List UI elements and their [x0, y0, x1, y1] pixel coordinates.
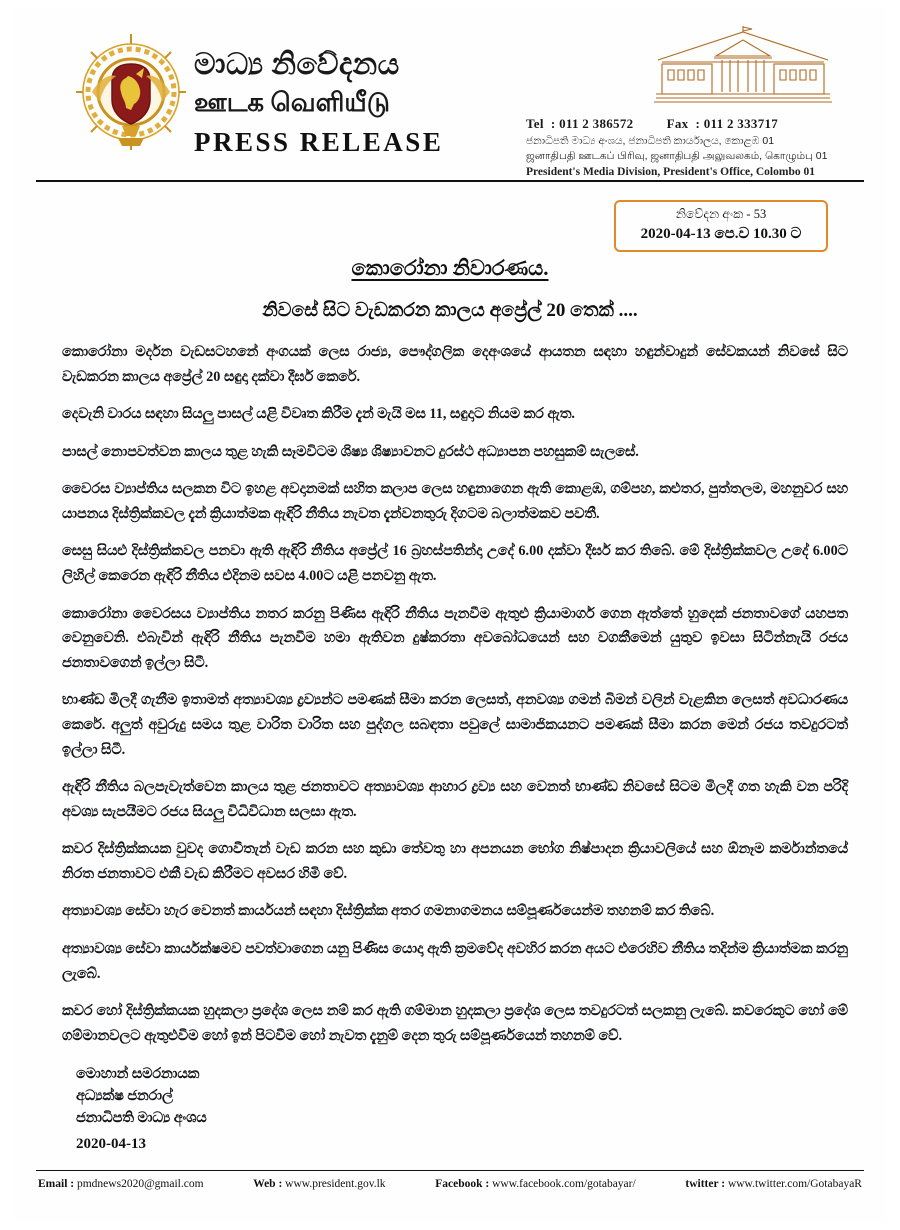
- paragraph: කවර දිස්ත්‍රික්කයක වුවද ගොවීතැන් වැඩ කරන සහ කුඩා තේවතු හා අපනයන භෝග නිෂ්පාදන ක්‍රියාවලියේ සහ ඕනෑම කර්මාන්තයේ නිරත ජනතාවට එකී වැඩ කිරීමට අවසර හිමි වේ.: [62, 841, 848, 882]
- paragraph: කවර හෝ දිස්ත්‍රික්කයක හුදකලා ප්‍රදේශ ලෙස නම් කර ඇති ගම්මාන හුදකලා ප්‍රදේශ ලෙස තවදුරටත් සලකනු ලැබේ. කවරෙකුට හෝ මේ ගම්මානවලට ඇතුළුවීම හෝ ඉන් පිටවීම හෝ නැවත දැනුම් දෙන තුරු සම්පූර්ණයෙන් තහනම් වේ.: [62, 1003, 848, 1044]
- tel-label: Tel: [526, 116, 544, 131]
- address-tamil: ஜனாதிபதி ஊடகப் பிரிவு, ஜனாதிபதி அலுவலகம், கொழும்பு 01: [526, 150, 828, 163]
- tel-value: 011 2 386572: [559, 116, 634, 131]
- paragraph: පාසල් නොපවත්වන කාලය තුළ හැකි සෑමවිටම ශිෂ්‍ය ශිෂ්‍යාවනට දුරස්ථ අධ්‍යාපන පහසුකම් සැලසේ.: [62, 443, 639, 460]
- signatory-designation: අධ්‍යක්ෂ ජනරාල්: [76, 1088, 173, 1105]
- masthead-titles: [194, 46, 514, 158]
- footer-web: [253, 1178, 385, 1190]
- masthead-title-sinhala: මාධ්‍ය නිවේදනය: [194, 48, 400, 81]
- release-reference-box: [614, 200, 828, 252]
- footer-email-value[interactable]: pmdnews2020@gmail.com: [76, 1178, 204, 1190]
- footer-email: [38, 1178, 204, 1190]
- address-english: President's Media Division, President's Office, Colombo 01: [526, 166, 815, 179]
- footer-twitter: [685, 1178, 862, 1190]
- address-sinhala: ජනාධිපති මාධ්‍ය අංශය, ජනාධිපති කාර්යාලය, කොළඹ 01: [526, 135, 775, 147]
- fax-value: 011 2 333717: [703, 116, 779, 131]
- sri-lanka-national-emblem-icon: [76, 30, 186, 160]
- signatory-name: මොහාන් සමරනායක: [76, 1066, 200, 1082]
- paragraph: අත්‍යාවශ්‍ය සේවා හැර වෙනත් කාර්යයන් සඳහා දිස්ත්‍රික්ක අතර ගමනාගමනය සම්පූර්ණයෙන්ම තහනම් කර තිබේ.: [62, 903, 715, 920]
- paragraph: සෙසු සියළු දිස්ත්‍රික්කවල පනවා ඇති ඇඳිරි නීතිය අප්‍රේල් 16 බ්‍රහස්පතින්දා උදේ 6.00 දක්වා දීර්ඝ කර තිබේ. මේ දිස්ත්‍රික්කවල උදේ 6.00ට ලිහිල් කෙරෙන ඇඳිරි නීතිය එදිනම සවස 4.00ට යළි පනවනු ඇත.: [62, 543, 848, 585]
- footer-web-label: Web :: [253, 1178, 283, 1190]
- paragraph: භාණ්ඩ මිලදී ගැනීම ඉතාමත් අත්‍යාවශ්‍ය ද්‍රව්‍යන්ට පමණක් සීමා කරන ලෙසත්, අනවශ්‍ය ගමන් බිමන් වලින් වැළකින ලෙසත් අවධාරණය කෙරේ. අලුත් අවුරුදු සමය තුළ වාරිත වාරිත සහ පුද්ගල සබඳතා පවුලේ සාමාජිකයනට පමණක් සීමා කරන මෙන් රජය තවදුරටත් ඉල්ලා සිටී.: [62, 692, 848, 758]
- header-divider: [36, 180, 864, 182]
- presidents-office-building-icon: [648, 26, 838, 112]
- telephone-line: Tel : 011 2 386572 Fax : 011 2 333717: [526, 116, 779, 131]
- signature-block: [76, 1063, 207, 1129]
- footer-divider: [36, 1170, 864, 1171]
- release-datetime: 2020-04-13 පෙ.ව 10.30 ට: [640, 226, 802, 242]
- paragraph: කොරෝනා වෛරසය ව්‍යාප්තිය නතර කරනු පිණිස ඇඳිරි නීතිය පැනවීම ඇතුළු ක්‍රියාමාර්ග ගෙන ඇත්තේ හුදෙක් ජනතාවගේ යහපත වෙනුවෙනි. එබැවින් ඇඳිරි නීතිය පැනවීම හමා ඇතිවන දුෂ්කරතා අවබෝධයෙන් සහ වගකීමෙන් යුතුව ඉවසා සිටින්නැයි රජය ජනතාවගෙන් ඉල්ලා සිටී.: [62, 605, 848, 671]
- document-header: [14, 8, 886, 178]
- contact-block: [526, 116, 856, 181]
- document-sheet: [14, 8, 886, 1222]
- footer-facebook-value[interactable]: www.facebook.com/gotabayar/: [492, 1178, 636, 1190]
- paragraph: වෛරස ව්‍යාප්තිය සලකන විට ඉහළ අවදානමක් සහිත කලාප ලෙස හඳුනාගෙන ඇති කොළඹ, ගම්පහ, කළුතර, පුත්තලම, මහනුවර සහ යාපනය දිස්ත්‍රික්කවල දැන් ක්‍රියාත්මක ඇඳිරි නීතිය නැවත දැන්වනතුරු දිගටම බලාත්මකව පවතී.: [62, 481, 848, 522]
- footer-twitter-label: twitter :: [685, 1178, 726, 1190]
- masthead-title-english: PRESS RELEASE: [194, 127, 444, 158]
- footer-facebook-label: Facebook :: [435, 1178, 490, 1190]
- paragraph: කොරෝනා මර්දන වැඩසටහනේ අංගයක් ලෙස රාජ්‍ය, පෞද්ගලික දෙඅංශයේ ආයතන සඳහා හඳුන්වාදුන් සේවකයන් නිවසේ සිට වැඩකරන කාලය අප්‍රේල් 20 සඳුදා දක්වා දීර්ඝ කෙරේ.: [62, 344, 848, 385]
- document-body: [62, 340, 848, 1061]
- page-subtitle: නිවසේ සිට වැඩකරන කාලය අප්‍රේල් 20 තෙක් ....: [262, 300, 638, 321]
- release-number: නිවේදන අංක - 53: [675, 207, 767, 221]
- signatory-division: ජනාධිපති මාධ්‍ය අංශය: [76, 1110, 207, 1127]
- footer-twitter-value[interactable]: www.twitter.com/GotabayaR: [727, 1178, 862, 1190]
- signature-date: 2020-04-13: [76, 1136, 146, 1152]
- footer-web-value[interactable]: www.president.gov.lk: [285, 1178, 386, 1190]
- fax-label: Fax: [666, 116, 689, 131]
- masthead-title-tamil: ஊடக வெளியீடு: [194, 87, 390, 117]
- footer-facebook: [435, 1178, 635, 1190]
- paragraph: දෙවැනි වාරය සඳහා සියලු පාසල් යළි විවෘත කිරීම දැන් මැයි මස 11, සඳුදාට නියම කර ඇත.: [62, 406, 575, 423]
- paragraph: අත්‍යාවශ්‍ය සේවා කාර්යක්ෂමව පවත්වාගෙන යනු පිණිස යොදා ඇති ක්‍රමවේද අවහිර කරන අයට එරෙහිව නීතිය තදින්ම ක්‍රියාත්මක කරනු ලැබේ.: [62, 940, 848, 982]
- paragraph: ඇඳිරි නීතිය බලපැවැත්වෙන කාලය තුළ ජනතාවට අත්‍යාවශ්‍ය ආහාර ද්‍රව්‍ය සහ වෙනත් භාණ්ඩ නිවසේ සිටම මිලදී ගත හැකි වන පරිදි අවශ්‍ය සැපයීමට රජය සියලු විධිවිධාන සලසා ඇත.: [62, 779, 848, 820]
- footer-email-label: Email :: [38, 1178, 75, 1190]
- footer-contacts: [38, 1178, 862, 1190]
- page-title: කොරෝනා නිවාරණය.: [351, 256, 549, 280]
